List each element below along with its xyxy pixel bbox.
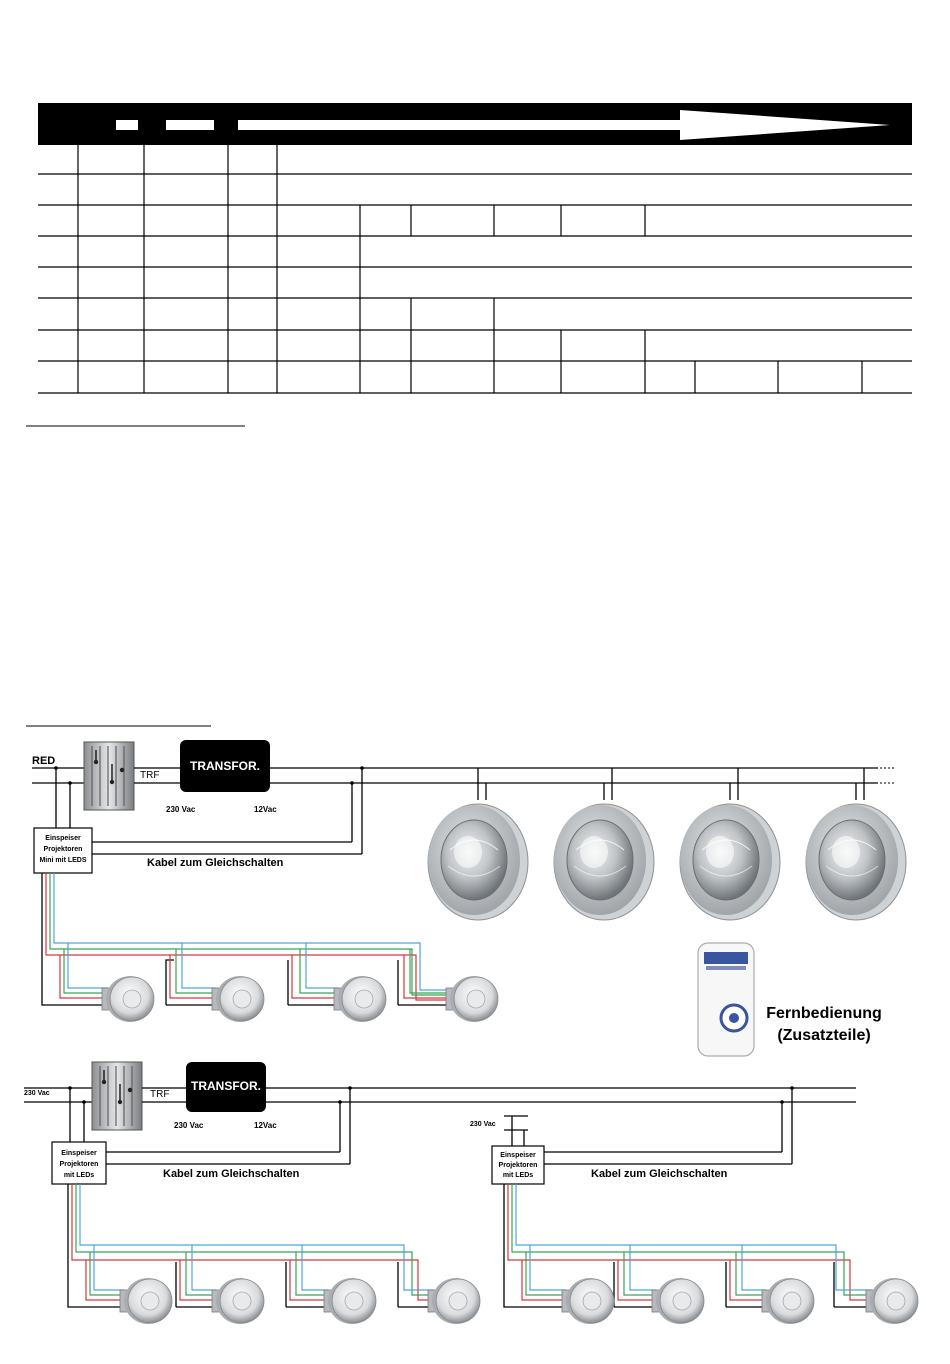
mini-led-spot (428, 1278, 480, 1324)
input-voltage-label: 230 Vac (166, 805, 196, 814)
controller-heatsink (92, 1062, 142, 1130)
header-bar (38, 103, 912, 145)
input-voltage-right-label: 230 Vac (470, 1121, 496, 1128)
mini-led-spot (102, 976, 154, 1022)
empty-table (38, 145, 912, 393)
pool-projector-lamp (428, 804, 528, 920)
mini-led-spot (562, 1278, 614, 1324)
output-voltage-label: 12Vac (254, 1121, 277, 1130)
controller-heatsink (84, 742, 134, 810)
feeder-label-line: Einspeiser (45, 835, 81, 842)
feeder-label-line: Projektoren (59, 1161, 99, 1168)
pool-projector-lamp (806, 804, 906, 920)
mini-led-spot (446, 976, 498, 1022)
feeder-label-line: Einspeiser (61, 1150, 97, 1157)
trf-label: TRF (140, 770, 160, 781)
sync-cable-label: Kabel zum Gleichschalten (163, 1168, 300, 1180)
input-voltage-label: 230 Vac (174, 1121, 204, 1130)
mini-led-spot (866, 1278, 918, 1324)
mini-led-spot (762, 1278, 814, 1324)
wiring-diagram-2 (24, 1062, 918, 1324)
transformer-label: TRANSFOR. (191, 1079, 261, 1093)
sync-cable-label: Kabel zum Gleichschalten (147, 857, 284, 869)
transformer-label: TRANSFOR. (190, 759, 260, 773)
mini-led-spot (212, 976, 264, 1022)
wiring-diagram-1 (32, 740, 906, 1056)
feeder-label-line: Mini mit LEDS (39, 857, 87, 864)
mini-led-spot (212, 1278, 264, 1324)
input-voltage-left-label: 230 Vac (24, 1090, 50, 1097)
red-label: RED (32, 755, 56, 767)
feeder-label-line: mit LEDs (63, 1172, 95, 1179)
mini-led-spot (334, 976, 386, 1022)
feeder-label-line: Projektoren (43, 846, 83, 853)
pool-projector-lamp (680, 804, 780, 920)
remote-label-line: Fernbedienung (766, 1005, 882, 1022)
mini-led-spot (324, 1278, 376, 1324)
pool-projector-lamp (554, 804, 654, 920)
mini-led-spot (120, 1278, 172, 1324)
output-voltage-label: 12Vac (254, 805, 277, 814)
sync-cable-label-right: Kabel zum Gleichschalten (591, 1168, 728, 1180)
remote-control (698, 943, 754, 1056)
mini-led-spot (652, 1278, 704, 1324)
trf-label: TRF (150, 1089, 170, 1100)
feeder-label-line: Einspeiser (500, 1152, 536, 1159)
feeder-label-line: Projektoren (498, 1162, 538, 1169)
remote-label-line: (Zusatzteile) (777, 1027, 871, 1044)
feeder-label-line: mit LEDs (502, 1172, 534, 1179)
